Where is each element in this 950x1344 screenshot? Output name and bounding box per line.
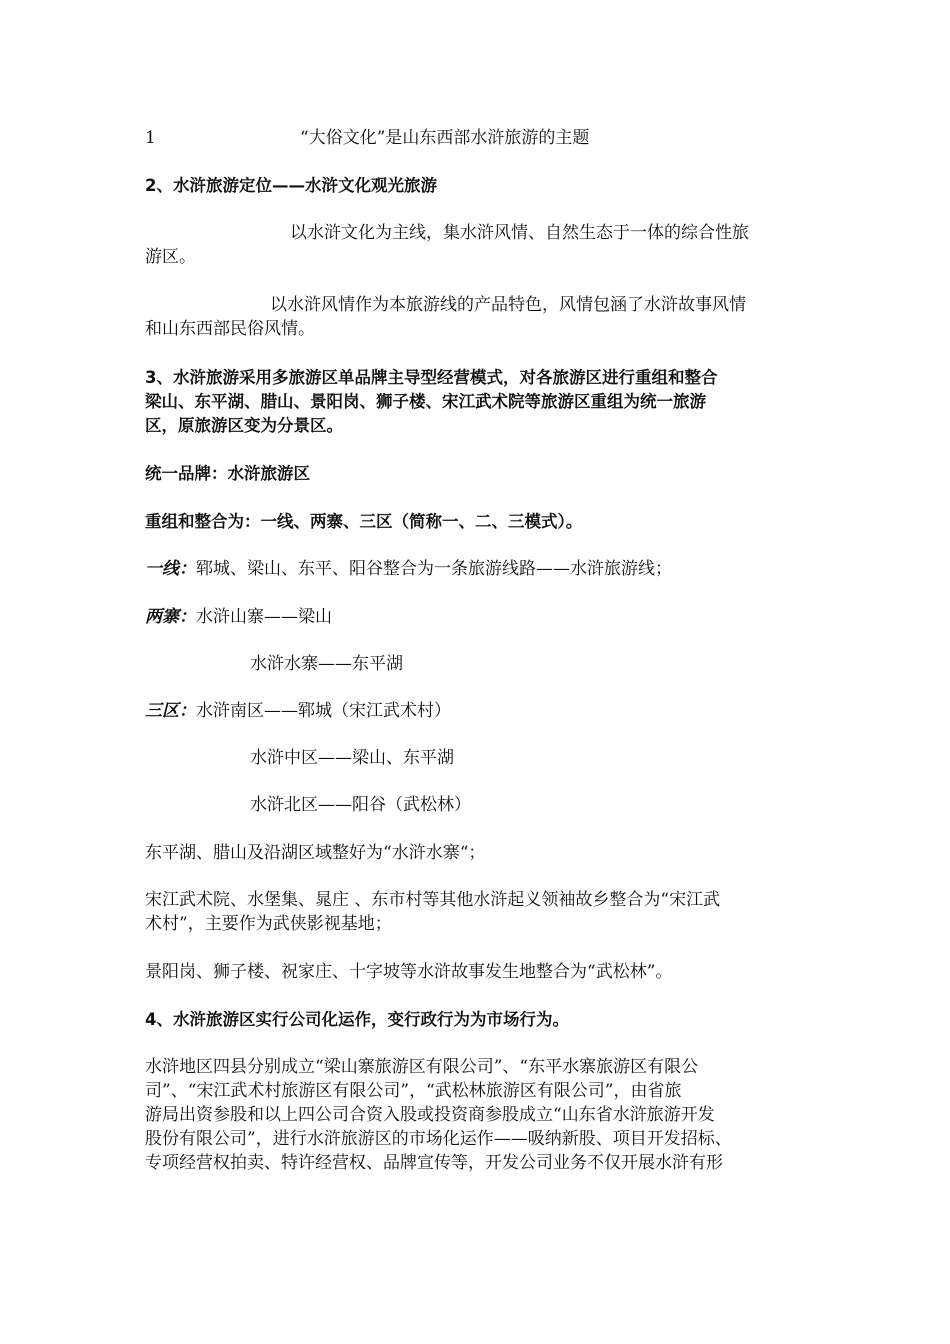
- songjiang-line-1: 宋江武术院、水堡集、晁庄 、东市村等其他水浒起义领袖故乡整合为“宋江武: [145, 890, 721, 910]
- heading-3-line-2: 梁山、东平湖、腊山、景阳岗、狮子楼、宋江武术院等旅游区重组为统一旅游: [145, 392, 706, 411]
- jingyang-paragraph: 景阳岗、狮子楼、祝家庄、十字坡等水浒故事发生地整合为“武松林”。: [145, 962, 673, 982]
- sanqu-item-2: 水浒中区——梁山、东平湖: [250, 748, 454, 768]
- liangzhai-line-1: [145, 605, 332, 629]
- final-para-line-4: 股份有限公司”，进行水浒旅游区的市场化运作——吸纳新股、项目开发招标、: [145, 1129, 732, 1149]
- heading-1-number: 1: [145, 128, 156, 148]
- heading-2: 2、水浒旅游定位——水浒文化观光旅游: [145, 176, 437, 195]
- para-b-line-1: 以水浒风情作为本旅游线的产品特色，风情包涵了水浒故事风情: [270, 295, 746, 315]
- final-para-line-1: 水浒地区四县分别成立“梁山寨旅游区有限公司”、“东平水寨旅游区有限公: [145, 1057, 699, 1077]
- heading-1: [145, 126, 590, 150]
- liangzhai-item-1: 水浒山寨——梁山: [196, 607, 332, 627]
- unified-brand: 统一品牌：水浒旅游区: [145, 464, 310, 483]
- final-para-line-3: 游局出资参股和以上四公司合资入股或投资商参股成立“山东省水浒旅游开发: [145, 1105, 715, 1125]
- final-para-line-5: 专项经营权拍卖、特许经营权、品牌宣传等，开发公司业务不仅开展水浒有形: [145, 1153, 723, 1173]
- sanqu-line-1: [145, 699, 451, 723]
- sanqu-item-3: 水浒北区——阳谷（武松林）: [250, 795, 471, 815]
- dongping-paragraph: 东平湖、腊山及沿湖区域整好为“水浒水寨“；: [145, 843, 486, 863]
- para-a-line-1: 以水浒文化为主线，集水浒风情、自然生态于一体的综合性旅: [290, 223, 749, 243]
- yixian-text: 郓城、梁山、东平、阳谷整合为一条旅游线路——水浒旅游线；: [196, 559, 672, 579]
- heading-4: 4、水浒旅游区实行公司化运作，变行政行为为市场行为。: [145, 1010, 569, 1029]
- liangzhai-item-2: 水浒水寨——东平湖: [250, 654, 403, 674]
- songjiang-line-2: 术村”，主要作为武侠影视基地；: [145, 914, 392, 934]
- yixian-label: 一线：: [145, 559, 196, 579]
- reorganization-heading: 重组和整合为：一线、两寨、三区（简称一、二、三模式）。: [145, 512, 583, 531]
- para-b-line-2: 和山东西部民俗风情。: [145, 319, 315, 339]
- heading-3-line-1: 3、水浒旅游采用多旅游区单品牌主导型经营模式，对各旅游区进行重组和整合: [145, 368, 718, 387]
- heading-3-line-3: 区，原旅游区变为分景区。: [145, 416, 343, 435]
- liangzhai-label: 两寨：: [145, 607, 196, 627]
- heading-1-text: “大俗文化”是山东西部水浒旅游的主题: [300, 128, 590, 148]
- yixian-line: [145, 557, 672, 581]
- para-a-line-2: 游区。: [145, 247, 196, 267]
- sanqu-label: 三区：: [145, 701, 196, 721]
- final-para-line-2: 司”、“宋江武术村旅游区有限公司”，“武松林旅游区有限公司”，由省旅: [145, 1081, 682, 1101]
- sanqu-item-1: 水浒南区——郓城（宋江武术村）: [196, 701, 451, 721]
